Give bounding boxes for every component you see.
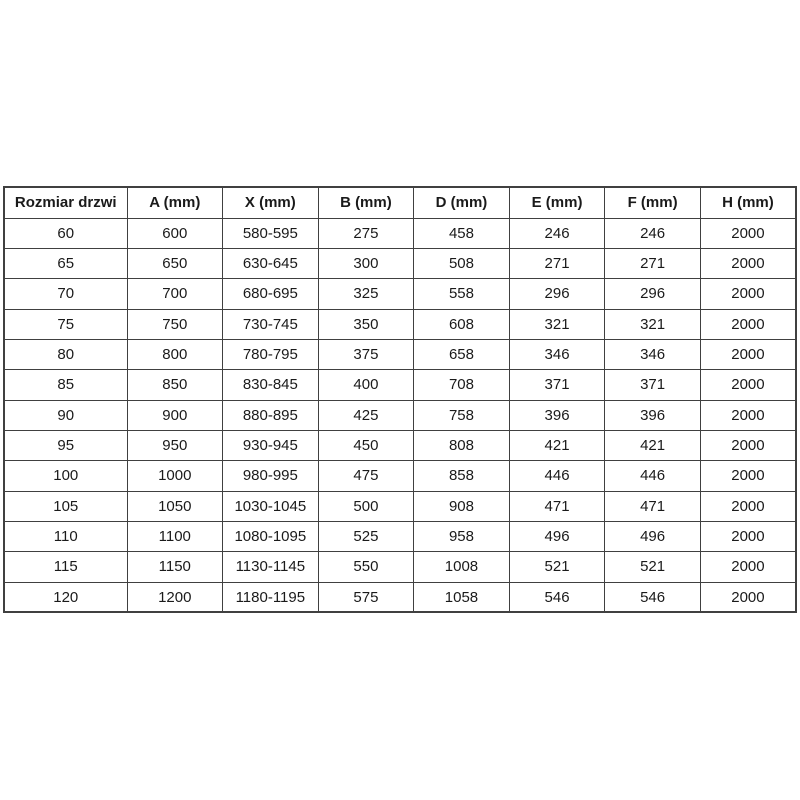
table-cell: 1100 xyxy=(127,521,223,551)
table-cell: 730-745 xyxy=(223,309,319,339)
column-header: Rozmiar drzwi xyxy=(4,187,127,218)
table-cell: 75 xyxy=(4,309,127,339)
table-row xyxy=(4,279,796,309)
table-cell: 2000 xyxy=(700,218,796,248)
column-header: D (mm) xyxy=(414,187,510,218)
table-cell: 325 xyxy=(318,279,414,309)
table-cell: 550 xyxy=(318,552,414,582)
table-cell: 115 xyxy=(4,552,127,582)
table-cell: 425 xyxy=(318,400,414,430)
table-cell: 1200 xyxy=(127,582,223,612)
table-cell: 500 xyxy=(318,491,414,521)
table-cell: 900 xyxy=(127,400,223,430)
table-cell: 275 xyxy=(318,218,414,248)
table-row xyxy=(4,309,796,339)
table-cell: 1058 xyxy=(414,582,510,612)
table-row xyxy=(4,552,796,582)
table-cell: 558 xyxy=(414,279,510,309)
table-cell: 2000 xyxy=(700,582,796,612)
table-cell: 658 xyxy=(414,339,510,369)
table-cell: 396 xyxy=(509,400,605,430)
table-cell: 1030-1045 xyxy=(223,491,319,521)
table-cell: 246 xyxy=(605,218,701,248)
table-cell: 1180-1195 xyxy=(223,582,319,612)
table-cell: 1000 xyxy=(127,461,223,491)
table-cell: 80 xyxy=(4,339,127,369)
table-cell: 475 xyxy=(318,461,414,491)
table-cell: 496 xyxy=(509,521,605,551)
table-row xyxy=(4,339,796,369)
table-cell: 850 xyxy=(127,370,223,400)
table-cell: 2000 xyxy=(700,430,796,460)
table-cell: 246 xyxy=(509,218,605,248)
table-cell: 880-895 xyxy=(223,400,319,430)
table-cell: 680-695 xyxy=(223,279,319,309)
table-cell: 580-595 xyxy=(223,218,319,248)
table-row xyxy=(4,370,796,400)
table-cell: 930-945 xyxy=(223,430,319,460)
table-cell: 2000 xyxy=(700,552,796,582)
table-cell: 1080-1095 xyxy=(223,521,319,551)
table-cell: 70 xyxy=(4,279,127,309)
table-cell: 375 xyxy=(318,339,414,369)
table-cell: 546 xyxy=(509,582,605,612)
table-cell: 908 xyxy=(414,491,510,521)
table-cell: 421 xyxy=(605,430,701,460)
column-header: H (mm) xyxy=(700,187,796,218)
table-cell: 1150 xyxy=(127,552,223,582)
table-cell: 65 xyxy=(4,248,127,278)
table-cell: 450 xyxy=(318,430,414,460)
table-cell: 105 xyxy=(4,491,127,521)
table-cell: 650 xyxy=(127,248,223,278)
table-row xyxy=(4,218,796,248)
table-row xyxy=(4,521,796,551)
table-cell: 2000 xyxy=(700,461,796,491)
table-cell: 2000 xyxy=(700,309,796,339)
table-cell: 708 xyxy=(414,370,510,400)
table-cell: 521 xyxy=(605,552,701,582)
table-cell: 471 xyxy=(509,491,605,521)
table-cell: 471 xyxy=(605,491,701,521)
table-cell: 700 xyxy=(127,279,223,309)
table-cell: 100 xyxy=(4,461,127,491)
table-cell: 346 xyxy=(509,339,605,369)
table-cell: 546 xyxy=(605,582,701,612)
table-cell: 446 xyxy=(509,461,605,491)
table-cell: 2000 xyxy=(700,370,796,400)
column-header: A (mm) xyxy=(127,187,223,218)
table-cell: 780-795 xyxy=(223,339,319,369)
table-cell: 271 xyxy=(605,248,701,278)
table-row xyxy=(4,430,796,460)
table-cell: 2000 xyxy=(700,521,796,551)
table-header-row xyxy=(4,187,796,218)
table-row xyxy=(4,491,796,521)
table-cell: 858 xyxy=(414,461,510,491)
column-header: E (mm) xyxy=(509,187,605,218)
table-cell: 2000 xyxy=(700,339,796,369)
door-size-spec-table xyxy=(3,186,797,613)
table-cell: 371 xyxy=(509,370,605,400)
table-cell: 60 xyxy=(4,218,127,248)
table-cell: 350 xyxy=(318,309,414,339)
table-cell: 525 xyxy=(318,521,414,551)
table-cell: 630-645 xyxy=(223,248,319,278)
table-cell: 371 xyxy=(605,370,701,400)
table-cell: 396 xyxy=(605,400,701,430)
column-header: F (mm) xyxy=(605,187,701,218)
table-cell: 808 xyxy=(414,430,510,460)
table-cell: 446 xyxy=(605,461,701,491)
table-cell: 2000 xyxy=(700,248,796,278)
table-cell: 608 xyxy=(414,309,510,339)
table-cell: 85 xyxy=(4,370,127,400)
table-cell: 575 xyxy=(318,582,414,612)
table-cell: 2000 xyxy=(700,400,796,430)
table-cell: 950 xyxy=(127,430,223,460)
table-cell: 980-995 xyxy=(223,461,319,491)
column-header: B (mm) xyxy=(318,187,414,218)
table-cell: 90 xyxy=(4,400,127,430)
table-header xyxy=(4,187,796,218)
table-cell: 271 xyxy=(509,248,605,278)
table-cell: 120 xyxy=(4,582,127,612)
table-cell: 496 xyxy=(605,521,701,551)
table-body xyxy=(4,218,796,612)
table-cell: 300 xyxy=(318,248,414,278)
table-row xyxy=(4,248,796,278)
table-cell: 95 xyxy=(4,430,127,460)
table-cell: 296 xyxy=(509,279,605,309)
table-cell: 321 xyxy=(605,309,701,339)
table-cell: 2000 xyxy=(700,491,796,521)
table-cell: 1050 xyxy=(127,491,223,521)
table-row xyxy=(4,400,796,430)
table-cell: 458 xyxy=(414,218,510,248)
table-cell: 346 xyxy=(605,339,701,369)
table-cell: 830-845 xyxy=(223,370,319,400)
table-cell: 400 xyxy=(318,370,414,400)
table-cell: 600 xyxy=(127,218,223,248)
table-cell: 1130-1145 xyxy=(223,552,319,582)
table-cell: 750 xyxy=(127,309,223,339)
table-cell: 958 xyxy=(414,521,510,551)
table-cell: 110 xyxy=(4,521,127,551)
table-cell: 296 xyxy=(605,279,701,309)
table-cell: 1008 xyxy=(414,552,510,582)
table-cell: 800 xyxy=(127,339,223,369)
table-cell: 521 xyxy=(509,552,605,582)
table-row xyxy=(4,582,796,612)
column-header: X (mm) xyxy=(223,187,319,218)
table-cell: 2000 xyxy=(700,279,796,309)
table-cell: 321 xyxy=(509,309,605,339)
table-cell: 758 xyxy=(414,400,510,430)
table-row xyxy=(4,461,796,491)
table-cell: 421 xyxy=(509,430,605,460)
table-cell: 508 xyxy=(414,248,510,278)
